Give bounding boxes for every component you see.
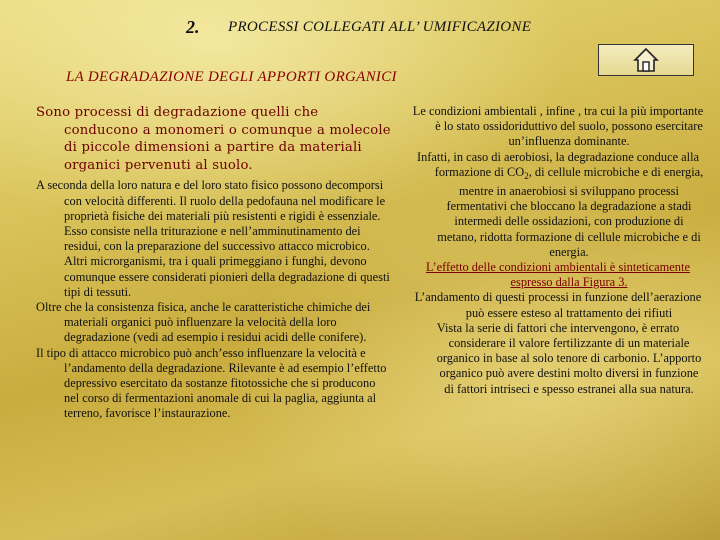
aerobiosis-text-a: Infatti, in caso di aerobiosi, la degradazione conduce alla formazione di CO: [416, 149, 700, 179]
paragraph-aeration: L’andamento di questi processi in funzione dell’aerazione può essere esteso al trattamento dei rifiuti: [414, 290, 702, 320]
paragraph-aerobiosis: [412, 150, 704, 260]
page-title: PROCESSI COLLEGATI ALL’ UMIFICAZIONE: [228, 19, 532, 35]
paragraph-factors: Vista la serie di fattori che intervengono, è errato considerare il valore fertilizzante di un materiale organico in base al solo tenore di carbonio. L’apporto organico può avere destini molto diversi in funzione di fattori intriseci e spesso estranei alla sua natura.: [436, 320, 702, 396]
home-button[interactable]: [598, 44, 694, 76]
section-subtitle: LA DEGRADAZIONE DEGLI APPORTI ORGANICI: [66, 69, 397, 85]
left-column: [36, 104, 392, 422]
paragraph-microbial: Il tipo di attacco microbico può anch’esso influenzare la velocità e l’andamento della degradazione. Rilevante è ad esempio l’effetto depressivo esercitato da sostanze fitotossiche che si producono nel corso di fermentazioni anomale di cui la paglia, aggiunta al terreno, favorisce l’instaurazione.: [36, 345, 387, 421]
paragraph-chemistry: Oltre che la consistenza fisica, anche le caratteristiche chimiche dei materiali organici può influenzare la velocità della loro degradazione (vedi ad esempio i residui acidi delle conifere).: [36, 300, 371, 345]
figure-3-link-wrap: [412, 260, 704, 290]
paragraph-conditions: Le condizioni ambientali , infine , tra cui la più importante è lo stato ossidoriduttivo del suolo, possono esercitare un’influenza dominante.: [412, 104, 704, 149]
right-column: [412, 104, 704, 397]
paragraph-nature: A seconda della loro natura e del loro stato fisico possono decomporsi con velocità differenti. Il ruolo della pedofauna nel modificare le proprietà fisiche dei materiali più resistenti e rigidi è essenziale. Esso consiste nella triturazione e nell’amminutinamento dei residui, con la preparazione del successivo attacco microbico. Altri microrganismi, tra i quali primeggiano i funghi, devono comunque essere considerati pionieri della degradazione di questi tipi di tessuti.: [36, 178, 390, 299]
section-number: 2.: [186, 17, 200, 37]
home-icon: [633, 47, 659, 73]
figure-3-link[interactable]: L’effetto delle condizioni ambientali è sinteticamente espresso dalla Figura 3.: [426, 260, 690, 290]
co2-subscript: 2: [524, 170, 529, 181]
intro-paragraph: Sono processi di degradazione quelli che conducono a monomeri o comunque a molecole di piccole dimensioni a partire da materiali organici pervenuti al suolo.: [36, 105, 391, 173]
aerobiosis-text-b: , di cellule microbiche e di energia, mentre in anaerobiosi si sviluppano processi fermentativi che bloccano la degradazione a stadi intermedi delle ossidazioni, con produzione di metano, ridotta formazione di cellule microbiche e di energia.: [437, 164, 704, 259]
